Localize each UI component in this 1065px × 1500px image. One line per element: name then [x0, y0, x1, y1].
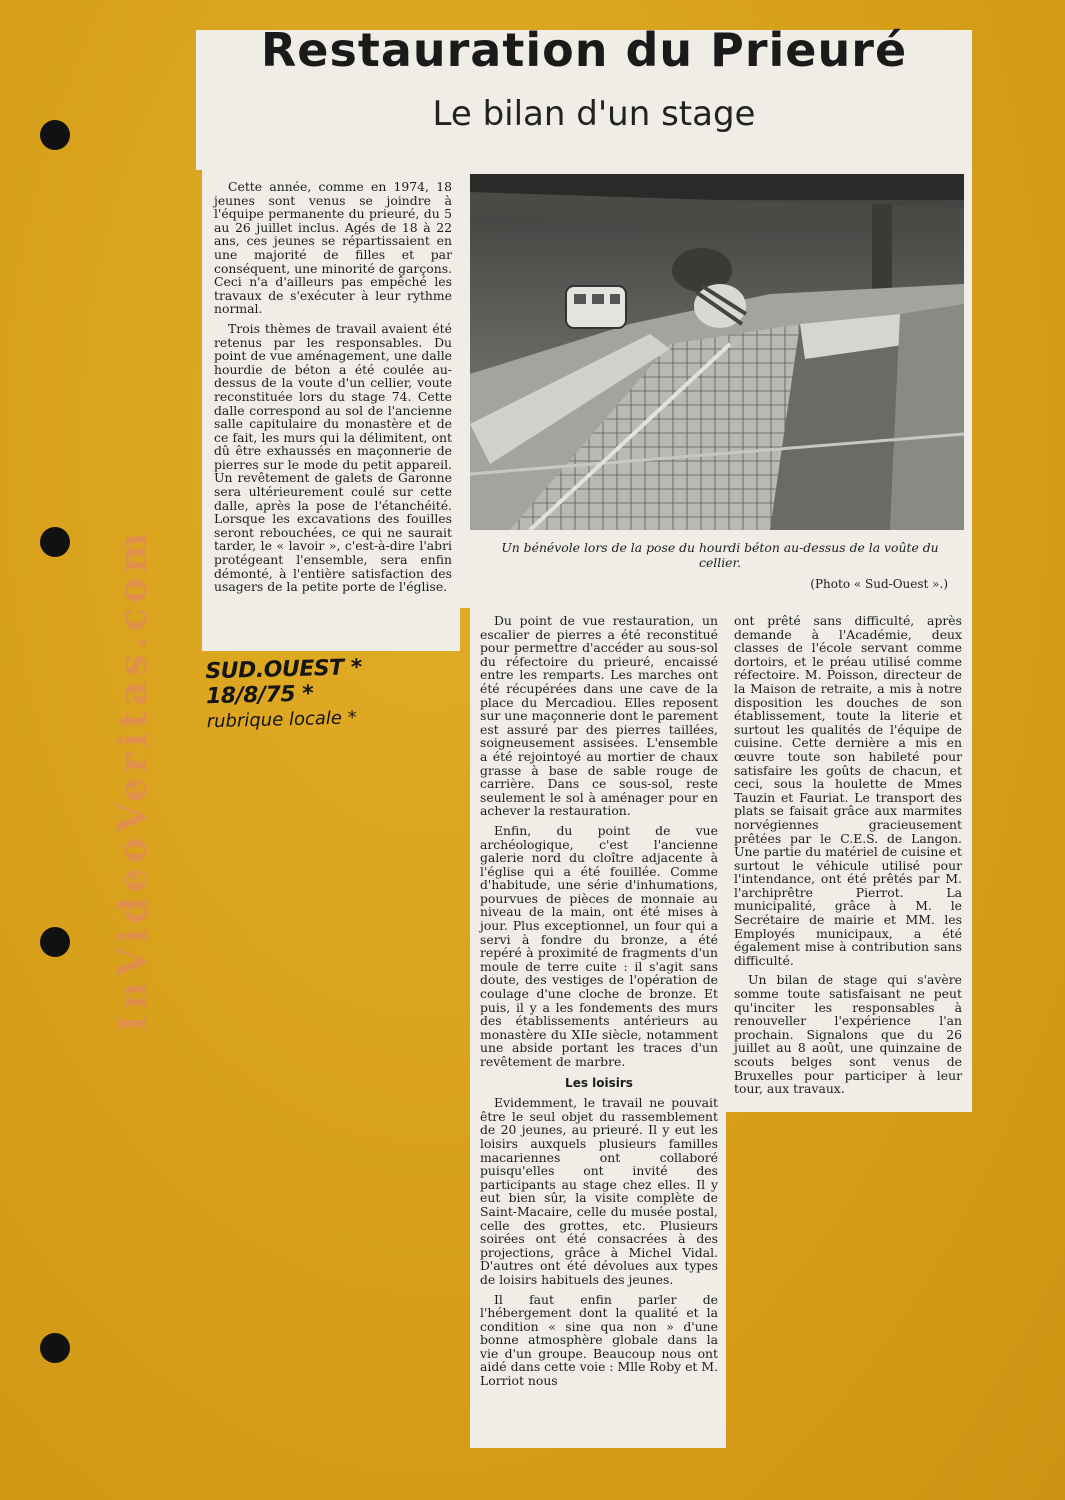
handwritten-note-section: rubrique locale * [206, 707, 357, 733]
binder-hole [40, 927, 70, 957]
handwritten-note [205, 653, 457, 733]
paragraph: ont prêté sans difficulté, après demande à l'Académie, deux classes de l'école servant comme dortoirs, et le préau utilisé comme réfectoire. M. Poisson, directeur de la Maison de retraite, a mis à notre disposition les douches de son établissement, toute la literie et surtout les qualités de l'équipe de cuisine. Cette dernière a mis en œuvre toute son habileté pour satisfaire les goûts de chacun, et ceci, sous la houlette de Mmes Tauzin et Fauriat. Le transport des plats se faisait grâce aux marmites norvégiennes gracieusement prêtées par le C.E.S. de Langon. Une partie du matériel de cuisine et surtout le véhicule utilisé pour l'intendance, ont été prêtés par M. l'archiprêtre Pierrot. La municipalité, grâce à M. le Secrétaire de mairie et MM. les Employés municipaux, a été également mise à contribution sans difficulté. [734, 613, 962, 968]
photo-clipping [460, 168, 972, 608]
headline: Restauration du Prieuré [260, 23, 908, 77]
photo-credit: (Photo « Sud-Ouest ».) [810, 577, 948, 591]
article-column-1 [202, 168, 460, 651]
binder-hole [40, 120, 70, 150]
paragraph: Trois thèmes de travail avaient été retenus par les responsables. Du point de vue aménagement, une dalle hourdie de béton a été coulée au-dessus de la voute d'un cellier, voute reconstituée lors du stage 74. Cette dalle correspond au sol de l'ancienne salle capitulaire du monastère et de ce fait, les murs qui la délimitent, ont dû être exhaussés en maçonnerie de pierres sur le mode du petit appareil. Un revêtement de galets de Garonne sera ultérieurement coulé sur cette dalle, après la pose de l'étanchéité. Lorsque les excavations des fouilles seront rebouchées, ce qui ne saurait tarder, le « lavoir », c'est-à-dire l'abri protégeant l'ensemble, sera enfin démonté, à l'entière satisfaction des usagers de la petite porte de l'église. [214, 320, 452, 595]
paragraph: Du point de vue restauration, un escalier de pierres a été reconstitué pour permettre d'accéder au sous-sol du réfectoire du prieuré, encaissé entre les remparts. Les marches ont été récupérées dans une cave de la place du Mercadiou. Elles reposent sur une maçonnerie dont le parement est assuré par des pierres taillées, soigneusement assisées. L'ensemble a été rejointoyé au mortier de chaux grasse à base de sable rouge de carrière. Dans ce sous-sol, reste seulement le sol à aménager pour en achever la restauration. [480, 613, 718, 819]
binder-hole [40, 1333, 70, 1363]
paragraph: Il faut enfin parler de l'hébergement dont la qualité et la condition « sine qua non » d'une bonne atmosphère globale dans la vie d'un groupe. Beaucoup nous ont aidé dans cette voie : Mlle Roby et M. Lorriot nous [480, 1291, 718, 1389]
headline-clipping [196, 23, 972, 170]
article-column-3 [726, 606, 972, 1112]
photo-caption: Un bénévole lors de la pose du hourdi béton au-dessus de la voûte du cellier. [501, 540, 939, 570]
paragraph: Cette année, comme en 1974, 18 jeunes sont venus se joindre à l'équipe permanente du prieuré, du 5 au 26 juillet inclus. Agés de 18 à 22 ans, ces jeunes se répartissaient en une majorité de filles et par conséquent, une minorité de garçons. Ceci n'a d'ailleurs pas empêché les travaux de s'exécuter à leur rythme normal. [214, 179, 452, 317]
handwritten-note-source: SUD.OUEST * 18/8/75 * [205, 655, 363, 710]
watermark: InVideoVeritas.com [110, 527, 155, 1033]
paragraph: Enfin, du point de vue archéologique, c'est l'ancienne galerie nord du cloître adjacente à l'église qui a été fouillée. Comme d'habitude, une série d'inhumations, pourvues de pièces de monnaie au niveau de la main, ont été mises à jour. Plus exceptionnel, un four qui a servi à fondre du bronze, a été repéré à proximité de fragments d'un moule de terre cuite : il s'agit sans doute, des vestiges de l'opération de coulage d'une cloche de bronze. Et puis, il y a les fondements des murs des établissements antérieurs au monastère du XIIe siècle, notamment une abside portant les traces d'un revêtement de marbre. [480, 822, 718, 1069]
paragraph: Evidemment, le travail ne pouvait être le seul objet du rassemblement de 20 jeunes, au prieuré. Il y eut les loisirs auxquels plusieurs familles macariennes ont collaboré puisqu'elles ont invité des participants au stage chez elles. Il y eut bien sûr, la visite complète de Saint-Macaire, celle du musée postal, celle des grottes, etc. Plusieurs soirées ont été consacrées à des projections, grâce à Michel Vidal. D'autres ont été dévolues aux types de loisirs habituels des jeunes. [480, 1095, 718, 1287]
section-title-loisirs: Les loisirs [565, 1075, 633, 1090]
article-column-2 [470, 606, 726, 1448]
photo [470, 174, 964, 530]
subheadline: Le bilan d'un stage [432, 94, 756, 134]
paragraph: Un bilan de stage qui s'avère somme toute satisfaisant ne peut qu'inciter les responsables à renouveller l'expérience l'an prochain. Signalons que du 26 juillet au 8 août, une quinzaine de scouts belges sont venus de Bruxelles pour participer à leur tour, aux travaux. [734, 972, 962, 1097]
photo-scene [470, 174, 964, 530]
binder-hole [40, 527, 70, 557]
